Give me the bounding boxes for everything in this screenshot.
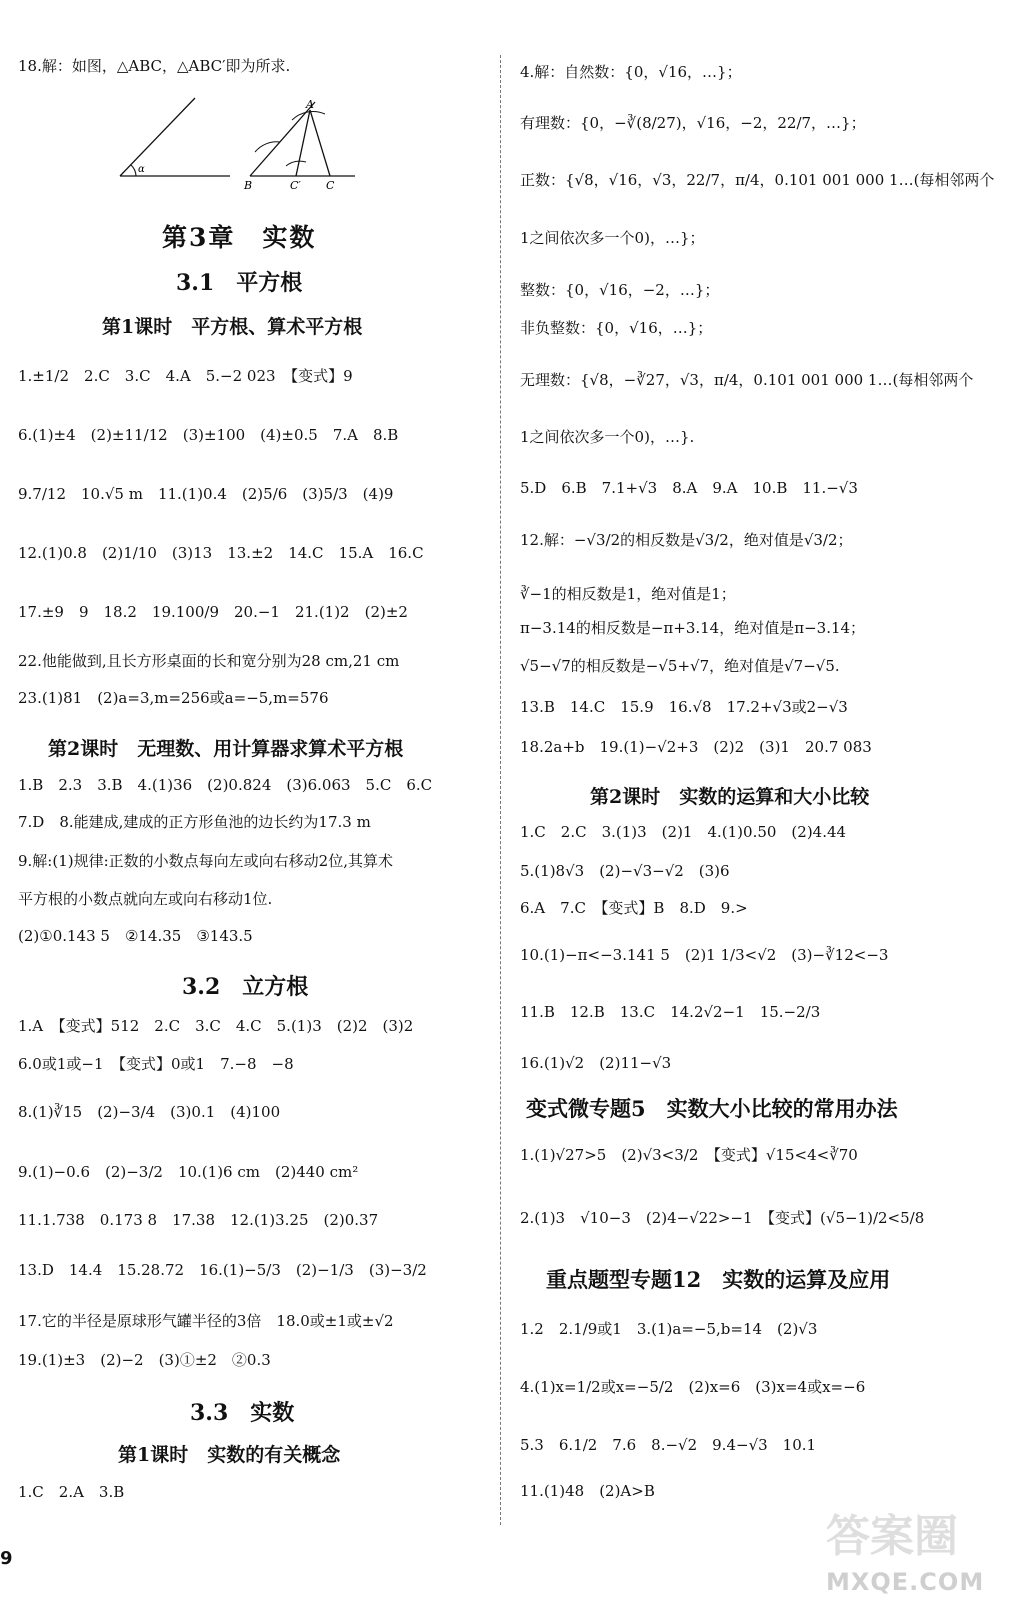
answer-line: 平方根的小数点就向左或向右移动1位. xyxy=(18,890,273,908)
page-number: 9 xyxy=(0,1548,13,1569)
answer-line: 无理数：{√8，−∛27，√3，π/4，0.101 001 000 1…(每相邻两个 xyxy=(520,371,974,389)
answer-line: 11.1.738 0.173 8 17.38 12.(1)3.25 (2)0.37 xyxy=(18,1211,379,1229)
answer-line: 19.(1)±3 (2)−2 (3)①±2 ②0.3 xyxy=(18,1351,271,1369)
answer-line: 7.D 8.能建成,建成的正方形鱼池的边长约为17.3 m xyxy=(18,813,371,831)
answer-line: 1.C 2.A 3.B xyxy=(18,1483,125,1501)
answer-line: 18.2a+b 19.(1)−√2+3 (2)2 (3)1 20.7 083 xyxy=(520,738,872,756)
answer-line: 非负整数：{0，√16，…}； xyxy=(520,319,713,337)
answer-line: 1.B 2.3 3.B 4.(1)36 (2)0.824 (3)6.063 5.C 6.C xyxy=(18,776,433,794)
answer-line: 1.A 【变式】512 2.C 3.C 4.C 5.(1)3 (2)2 (3)2 xyxy=(18,1017,414,1035)
answer-line: 有理数：{0，−∛(8/27)，√16，−2，22/7，…}； xyxy=(520,114,866,132)
figure-label-C: C xyxy=(326,179,335,192)
answer-line: 1之间依次多一个0)，…}. xyxy=(520,428,695,446)
answer-line: 11.B 12.B 13.C 14.2√2−1 15.−2/3 xyxy=(520,1003,821,1021)
answer-line: 11.(1)48 (2)A>B xyxy=(520,1482,655,1500)
answer-line: 12.(1)0.8 (2)1/10 (3)13 13.±2 14.C 15.A 16.C xyxy=(18,544,424,562)
answer-line: π−3.14的相反数是−π+3.14，绝对值是π−3.14； xyxy=(520,619,866,637)
left-column xyxy=(0,0,500,1600)
answer-line: 16.(1)√2 (2)11−√3 xyxy=(520,1054,672,1072)
section-3-3-title: 3.3 实数 xyxy=(190,1400,295,1426)
answer-line: 整数：{0，√16，−2，…}； xyxy=(520,281,720,299)
answer-line: 9.解:(1)规律:正数的小数点每向左或向右移动2位,其算术 xyxy=(18,852,393,870)
answer-line: 13.D 14.4 15.28.72 16.(1)−5/3 (2)−1/3 (3)−3/2 xyxy=(18,1261,427,1279)
answer-line: 9.(1)−0.6 (2)−3/2 10.(1)6 cm (2)440 cm² xyxy=(18,1163,359,1181)
chapter-title: 第3章 实数 xyxy=(162,223,317,252)
right-column xyxy=(510,0,1014,1600)
figure-label-A: A xyxy=(306,98,314,111)
answer-line: 5.D 6.B 7.1+√3 8.A 9.A 10.B 11.−√3 xyxy=(520,479,858,497)
answer-line: 1之间依次多一个0)，…}； xyxy=(520,229,705,247)
topic-5-title: 变式微专题5 实数大小比较的常用办法 xyxy=(526,1096,898,1121)
answer-line: 正数：{√8，√16，√3，22/7，π/4，0.101 001 000 1…(每相邻两个 xyxy=(520,171,995,189)
answer-line: 6.0或1或−1 【变式】0或1 7.−8 −8 xyxy=(18,1055,294,1073)
answer-line: √5−√7的相反数是−√5+√7，绝对值是√7−√5. xyxy=(520,657,840,675)
lesson-3-1-1-title: 第1课时 平方根、算术平方根 xyxy=(102,316,363,338)
answer-line: 1.±1/2 2.C 3.C 4.A 5.−2 023 【变式】9 xyxy=(18,367,353,385)
answer-line: 6.A 7.C 【变式】B 8.D 9.> xyxy=(520,899,748,917)
answer-line: 1.2 2.1/9或1 3.(1)a=−5,b=14 (2)√3 xyxy=(520,1320,818,1338)
figure-label-alpha: α xyxy=(138,164,145,175)
answer-line: 8.(1)∛15 (2)−3/4 (3)0.1 (4)100 xyxy=(18,1103,281,1121)
answer-18: 18.解：如图，△ABC，△ABC′即为所求. xyxy=(18,57,291,75)
column-divider xyxy=(500,55,501,1525)
answer-line: 6.(1)±4 (2)±11/12 (3)±100 (4)±0.5 7.A 8.B xyxy=(18,426,399,444)
answer-line: 17.它的半径是原球形气罐半径的3倍 18.0或±1或±√2 xyxy=(18,1312,394,1330)
answer-line: 1.(1)√27>5 (2)√3<3/2 【变式】√15<4<∛70 xyxy=(520,1146,858,1164)
section-3-1-title: 3.1 平方根 xyxy=(176,270,303,296)
answer-line: 9.7/12 10.√5 m 11.(1)0.4 (2)5/6 (3)5/3 (4)9 xyxy=(18,485,394,503)
lesson-3-1-2-title: 第2课时 无理数、用计算器求算术平方根 xyxy=(48,738,404,760)
triangle-construction-figure xyxy=(110,92,370,192)
lesson-3-3-1-title: 第1课时 实数的有关概念 xyxy=(118,1444,341,1466)
topic-12-title: 重点题型专题12 实数的运算及应用 xyxy=(546,1267,891,1292)
lesson-3-3-2-title: 第2课时 实数的运算和大小比较 xyxy=(590,786,870,808)
answer-line: 2.(1)3 √10−3 (2)4−√22>−1 【变式】(√5−1)/2<5/8 xyxy=(520,1209,925,1227)
watermark-text: MXQE.COM xyxy=(826,1568,985,1596)
section-3-2-title: 3.2 立方根 xyxy=(182,974,309,1000)
answer-line: 1.C 2.C 3.(1)3 (2)1 4.(1)0.50 (2)4.44 xyxy=(520,823,847,841)
answer-line: 10.(1)−π<−3.141 5 (2)1 1/3<√2 (3)−∛12<−3 xyxy=(520,946,889,964)
answer-line: 13.B 14.C 15.9 16.√8 17.2+√3或2−√3 xyxy=(520,698,848,716)
figure-label-B: B xyxy=(244,179,253,192)
answer-line: 23.(1)81 (2)a=3,m=256或a=−5,m=576 xyxy=(18,689,329,707)
answer-line: (2)①0.143 5 ②14.35 ③143.5 xyxy=(18,927,253,945)
answer-line: 4.解：自然数：{0，√16，…}； xyxy=(520,63,742,81)
answer-line: ∛−1的相反数是1，绝对值是1； xyxy=(520,585,736,603)
answer-line: 5.3 6.1/2 7.6 8.−√2 9.4−√3 10.1 xyxy=(520,1436,817,1454)
answer-line: 22.他能做到,且长方形桌面的长和宽分别为28 cm,21 cm xyxy=(18,652,400,670)
answer-line: 4.(1)x=1/2或x=−5/2 (2)x=6 (3)x=4或x=−6 xyxy=(520,1378,866,1396)
answer-line: 5.(1)8√3 (2)−√3−√2 (3)6 xyxy=(520,862,730,880)
answer-line: 12.解：−√3/2的相反数是√3/2，绝对值是√3/2； xyxy=(520,531,853,549)
answer-line: 17.±9 9 18.2 19.100/9 20.−1 21.(1)2 (2)±2 xyxy=(18,603,408,621)
watermark-logo: 答案圈 xyxy=(826,1511,958,1562)
figure-label-Cprime: C′ xyxy=(290,179,301,192)
